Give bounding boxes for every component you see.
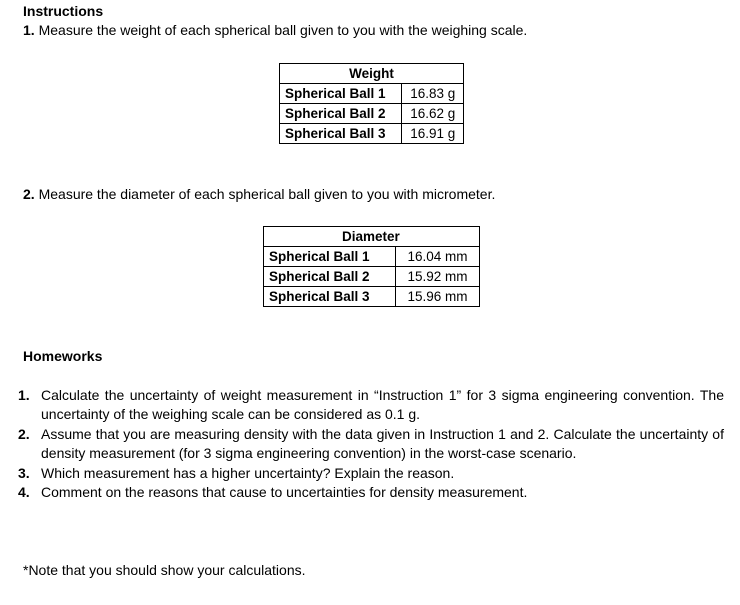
diameter-table-header: Diameter <box>264 227 480 247</box>
step-1-number: 1. <box>23 22 35 38</box>
list-item <box>18 464 724 483</box>
weight-row-label: Spherical Ball 1 <box>280 84 402 104</box>
diameter-table <box>263 226 480 307</box>
weight-row-label: Spherical Ball 2 <box>280 104 402 124</box>
table-row <box>280 104 464 124</box>
weight-row-value: 16.83 g <box>402 84 464 104</box>
homework-number: 4. <box>18 484 30 500</box>
diameter-row-label: Spherical Ball 1 <box>264 247 396 267</box>
diameter-row-label: Spherical Ball 3 <box>264 287 396 307</box>
diameter-row-value: 15.92 mm <box>395 267 479 287</box>
list-item <box>18 425 724 463</box>
weight-table <box>279 63 464 144</box>
homework-number: 1. <box>18 387 30 403</box>
step-2-number: 2. <box>23 186 35 202</box>
homework-number: 2. <box>18 426 30 442</box>
instruction-step-1 <box>23 22 527 38</box>
homework-text: Calculate the uncertainty of weight measurement in “Instruction 1” for 3 sigma engineering convention. The uncertainty of the weighing scale can be considered as 0.1 g. <box>41 387 724 422</box>
instruction-step-2 <box>23 186 495 202</box>
homework-text: Which measurement has a higher uncertainty? Explain the reason. <box>41 465 455 481</box>
step-2-text: Measure the diameter of each spherical ball given to you with micrometer. <box>38 186 496 202</box>
instructions-heading: Instructions <box>23 3 104 19</box>
table-row <box>264 267 480 287</box>
table-row <box>280 124 464 144</box>
table-row <box>264 247 480 267</box>
homeworks-heading: Homeworks <box>23 348 103 364</box>
weight-row-value: 16.91 g <box>402 124 464 144</box>
diameter-row-value: 16.04 mm <box>395 247 479 267</box>
step-1-text: Measure the weight of each spherical ball given to you with the weighing scale. <box>38 22 528 38</box>
list-item <box>18 483 724 502</box>
weight-table-header: Weight <box>280 64 464 84</box>
list-item <box>18 386 724 424</box>
weight-table-header-row <box>280 64 464 84</box>
diameter-table-header-row <box>264 227 480 247</box>
homework-text: Assume that you are measuring density with the data given in Instruction 1 and 2. Calculate the uncertainty of density measurement (for 3 sigma engineering convention) in the worst-case scenario. <box>41 426 724 461</box>
table-row <box>280 84 464 104</box>
homework-text: Comment on the reasons that cause to uncertainties for density measurement. <box>41 484 528 500</box>
diameter-row-label: Spherical Ball 2 <box>264 267 396 287</box>
calculation-note: *Note that you should show your calculations. <box>23 562 306 578</box>
weight-row-label: Spherical Ball 3 <box>280 124 402 144</box>
diameter-row-value: 15.96 mm <box>395 287 479 307</box>
weight-row-value: 16.62 g <box>402 104 464 124</box>
table-row <box>264 287 480 307</box>
homework-number: 3. <box>18 465 30 481</box>
